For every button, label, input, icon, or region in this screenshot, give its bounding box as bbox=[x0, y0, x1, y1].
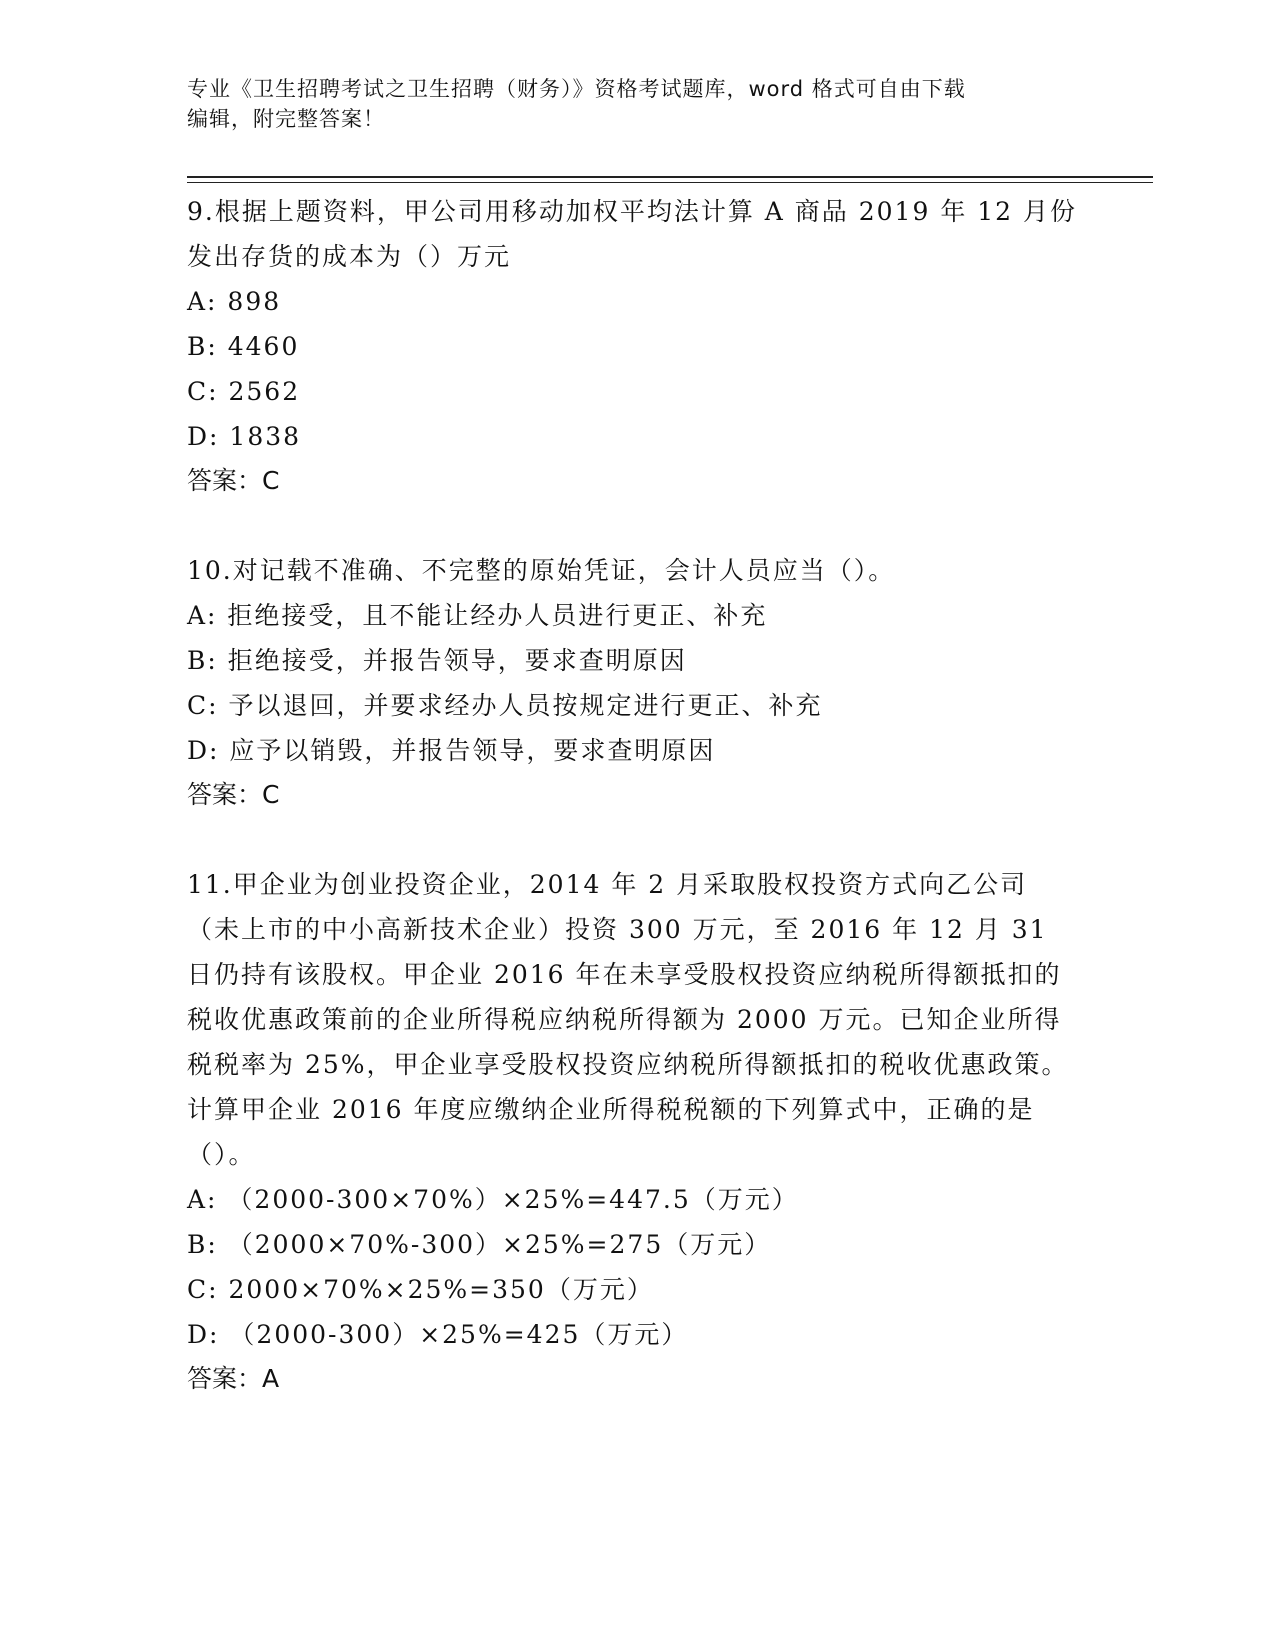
option-b: B: 4460 bbox=[187, 332, 300, 361]
option-d: D: 1838 bbox=[187, 422, 302, 451]
answer-label: 答案：A bbox=[187, 1364, 280, 1393]
answer-label: 答案：C bbox=[187, 466, 280, 495]
header-divider-thin bbox=[187, 182, 1153, 183]
option-d: D: （2000-300）×25%=425（万元） bbox=[187, 1320, 689, 1349]
question-stem: 10.对记载不准确、不完整的原始凭证，会计人员应当（）。 bbox=[187, 556, 896, 585]
option-c: C: 2000×70%×25%=350（万元） bbox=[187, 1275, 654, 1304]
option-d: D: 应予以销毁，并报告领导，要求查明原因 bbox=[187, 736, 716, 765]
option-c: C: 予以退回，并要求经办人员按规定进行更正、补充 bbox=[187, 691, 823, 720]
option-a: A: （2000-300×70%）×25%=447.5（万元） bbox=[187, 1185, 799, 1214]
option-a: A: 898 bbox=[187, 287, 282, 316]
document-header bbox=[187, 74, 1067, 134]
option-b: B: （2000×70%-300）×25%=275（万元） bbox=[187, 1230, 772, 1259]
question-10 bbox=[187, 548, 1079, 817]
question-stem: 11.甲企业为创业投资企业，2014 年 2 月采取股权投资方式向乙公司（未上市的中小高新技术企业）投资 300 万元，至 2016 年 12 月 31 日仍持有该股权。甲企业 2016 年在未享受股权投资应纳税所得额抵扣的税收优惠政策前的企业所得税应纳税所得额为 2000 万元。已知企业所得税税率为 25%，甲企业享受股权投资应纳税所得额抵扣的税收优惠政策。计算甲企业 2016 年度应缴纳企业所得税税额的下列算式中，正确的是（）。 bbox=[187, 870, 1069, 1169]
question-spacer bbox=[187, 503, 1079, 548]
header-line-1: 专业《卫生招聘考试之卫生招聘（财务）》资格考试题库，word 格式可自由下载 bbox=[187, 77, 966, 101]
option-c: C: 2562 bbox=[187, 377, 301, 406]
header-divider-thick bbox=[187, 176, 1153, 178]
answer-label: 答案：C bbox=[187, 780, 280, 809]
header-line-2: 编辑，附完整答案！ bbox=[187, 107, 385, 131]
question-11 bbox=[187, 862, 1079, 1401]
option-b: B: 拒绝接受，并报告领导，要求查明原因 bbox=[187, 646, 687, 675]
option-a: A: 拒绝接受，且不能让经办人员进行更正、补充 bbox=[187, 601, 768, 630]
question-list bbox=[187, 189, 1079, 1401]
question-stem: 9.根据上题资料，甲公司用移动加权平均法计算 A 商品 2019 年 12 月份发出存货的成本为（）万元 bbox=[187, 197, 1078, 271]
question-9 bbox=[187, 189, 1079, 503]
question-spacer bbox=[187, 817, 1079, 862]
